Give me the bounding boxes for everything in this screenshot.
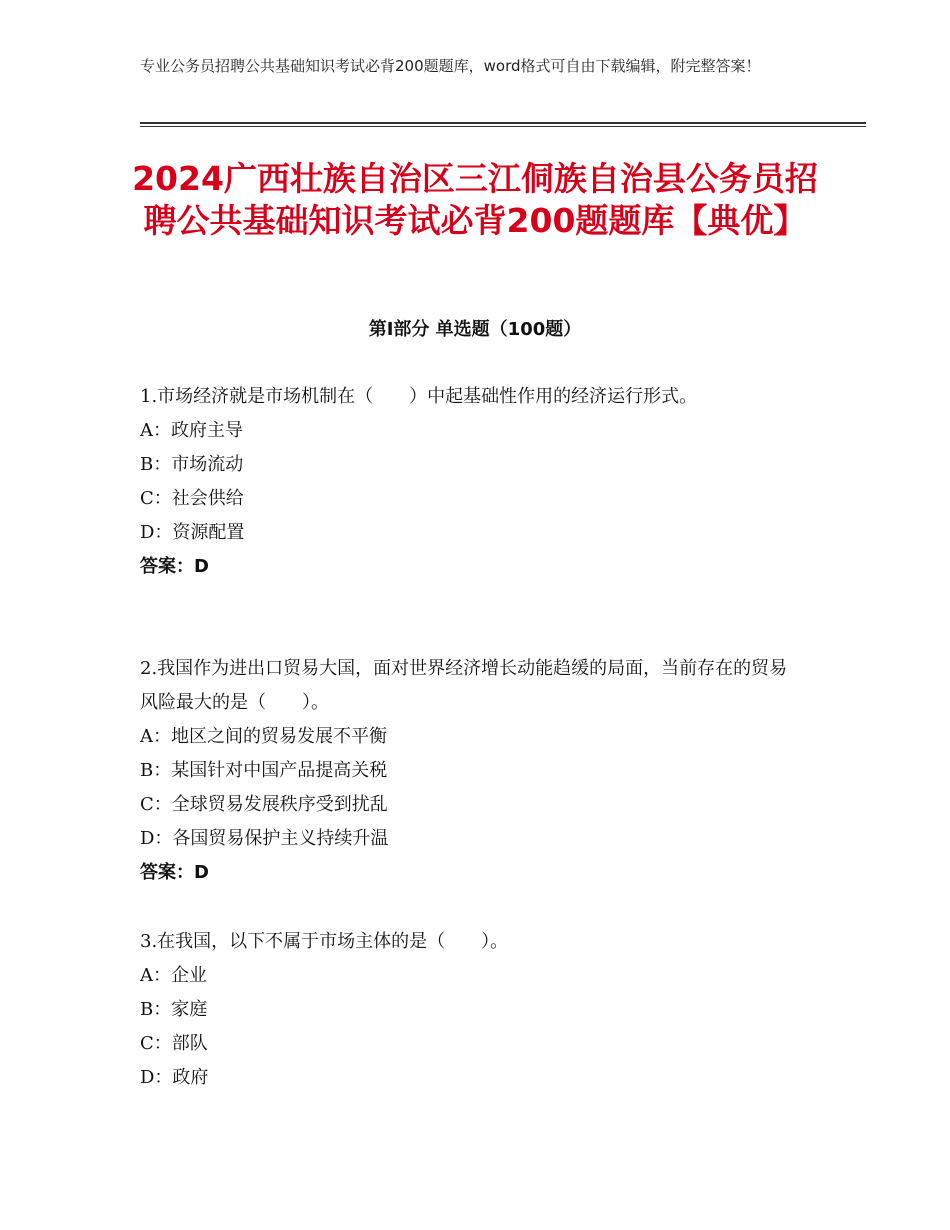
option-d: D：各国贸易保护主义持续升温 xyxy=(140,828,389,849)
question-stem: 1.市场经济就是市场机制在（ ）中起基础性作用的经济运行形式。 xyxy=(140,386,698,407)
option-c: C：社会供给 xyxy=(140,488,244,509)
answer: 答案：D xyxy=(140,556,209,577)
question-stem: 2.我国作为进出口贸易大国，面对世界经济增长动能趋缓的局面，当前存在的贸易风险最大的是（ ）。 xyxy=(140,658,788,713)
question-stem: 3.在我国，以下不属于市场主体的是（ ）。 xyxy=(140,931,509,952)
option-d: D：政府 xyxy=(140,1067,209,1088)
header-rule-thick xyxy=(140,122,866,124)
option-a: A：地区之间的贸易发展不平衡 xyxy=(140,726,387,747)
header-note: 专业公务员招聘公共基础知识考试必背200题题库，word格式可自由下载编辑，附完整答案！ xyxy=(140,57,761,75)
question-3 xyxy=(140,925,800,1095)
option-c: C：部队 xyxy=(140,1033,208,1054)
option-c: C：全球贸易发展秩序受到扰乱 xyxy=(140,794,388,815)
option-d: D：资源配置 xyxy=(140,522,245,543)
option-a: A：企业 xyxy=(140,965,207,986)
option-b: B：家庭 xyxy=(140,999,208,1020)
option-b: B：市场流动 xyxy=(140,454,244,475)
question-1 xyxy=(140,380,800,584)
option-a: A：政府主导 xyxy=(140,420,243,441)
question-2 xyxy=(140,652,800,890)
document-title: 2024广西壮族自治区三江侗族自治县公务员招聘公共基础知识考试必背200题题库【典优】 xyxy=(132,159,818,240)
option-b: B：某国针对中国产品提高关税 xyxy=(140,760,388,781)
header-rule-thin xyxy=(140,126,866,127)
section-heading: 第Ⅰ部分 单选题（100题） xyxy=(368,319,582,340)
answer: 答案：D xyxy=(140,862,209,883)
